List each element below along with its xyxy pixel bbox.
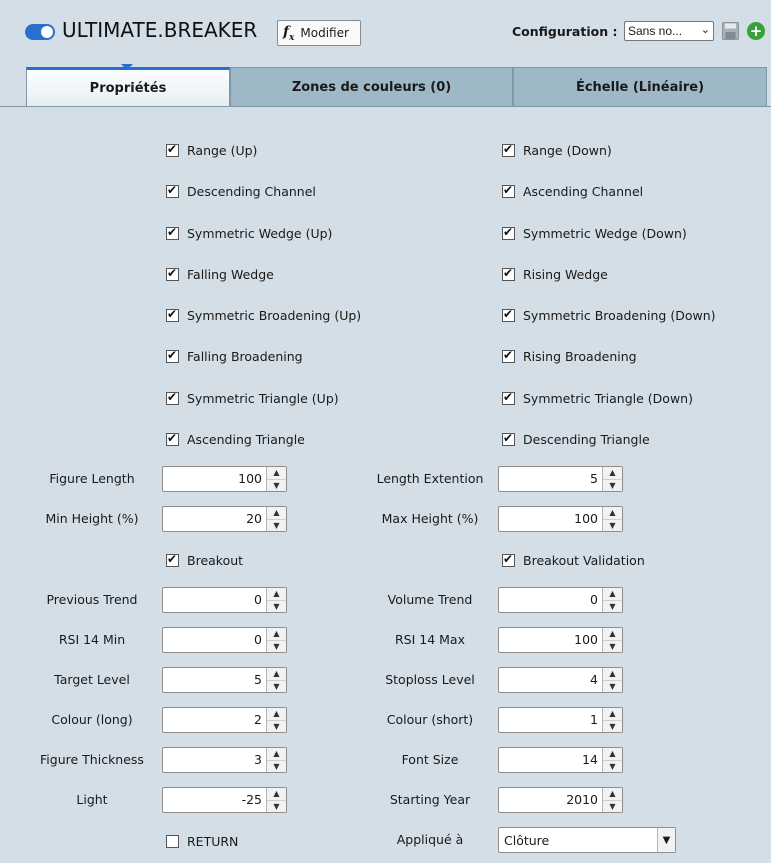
pattern-checkbox[interactable] [502, 432, 650, 447]
checkbox-label: Symmetric Wedge (Up) [187, 226, 333, 241]
spinner-value[interactable]: 5 [590, 471, 598, 486]
chevron-up-icon[interactable]: ▲ [603, 588, 622, 601]
chevron-down-icon[interactable]: ▼ [267, 520, 286, 532]
spinner-value[interactable]: 2010 [566, 792, 598, 807]
number-spinner[interactable] [162, 587, 287, 613]
number-spinner[interactable] [162, 707, 287, 733]
field-label: Min Height (%) [45, 511, 139, 526]
checkbox-label: Rising Wedge [523, 267, 608, 282]
pattern-checkbox[interactable] [502, 226, 687, 241]
checkbox-box[interactable] [166, 268, 179, 281]
enable-toggle[interactable] [25, 24, 55, 40]
field-label: Figure Thickness [40, 752, 144, 767]
checkbox-label: Symmetric Broadening (Down) [523, 308, 716, 323]
chevron-up-icon[interactable]: ▲ [267, 588, 286, 601]
number-spinner[interactable] [162, 627, 287, 653]
chevron-down-icon[interactable]: ▼ [267, 721, 286, 733]
field-label: Colour (short) [386, 712, 474, 727]
applied-to-value: Clôture [504, 832, 550, 848]
field-label: Previous Trend [46, 592, 138, 607]
number-spinner[interactable] [498, 667, 623, 693]
chevron-up-icon[interactable]: ▲ [267, 467, 286, 480]
chevron-down-icon: ⌄ [700, 24, 710, 36]
pattern-checkbox[interactable] [502, 184, 643, 199]
chevron-up-icon[interactable]: ▲ [267, 628, 286, 641]
field-label: Font Size [401, 752, 459, 767]
configuration-select[interactable] [624, 21, 714, 41]
checkbox-label: Symmetric Triangle (Down) [523, 391, 693, 406]
number-spinner[interactable] [162, 506, 287, 532]
number-spinner[interactable] [498, 466, 623, 492]
tab-color-zones[interactable]: Zones de couleurs (0) [230, 67, 513, 107]
checkbox-box[interactable] [166, 554, 179, 567]
chevron-up-icon[interactable]: ▲ [603, 708, 622, 721]
pattern-checkbox[interactable] [166, 432, 305, 447]
checkbox-box[interactable] [502, 554, 515, 567]
spinner-value[interactable]: 3 [254, 752, 262, 767]
chevron-down-icon: ▼ [657, 828, 675, 852]
spinner-value[interactable]: -25 [241, 792, 262, 807]
chevron-up-icon[interactable]: ▲ [603, 668, 622, 681]
number-spinner[interactable] [498, 627, 623, 653]
chevron-down-icon[interactable]: ▼ [267, 801, 286, 813]
chevron-down-icon[interactable]: ▼ [267, 641, 286, 653]
checkbox-label: Symmetric Wedge (Down) [523, 226, 687, 241]
checkbox-box[interactable] [502, 350, 515, 363]
tab-scale[interactable]: Échelle (Linéaire) [513, 67, 767, 107]
save-icon[interactable] [722, 22, 739, 40]
checkbox-box[interactable] [166, 185, 179, 198]
spinner-value[interactable]: 5 [254, 672, 262, 687]
pattern-checkbox[interactable] [166, 349, 303, 364]
chevron-down-icon[interactable]: ▼ [603, 801, 622, 813]
spinner-value[interactable]: 0 [590, 592, 598, 607]
checkbox-box[interactable] [502, 309, 515, 322]
field-label: RSI 14 Min [58, 632, 126, 647]
chevron-up-icon[interactable]: ▲ [603, 788, 622, 801]
configuration-value: Sans no... [628, 24, 683, 38]
number-spinner[interactable] [498, 587, 623, 613]
spinner-value[interactable]: 0 [254, 632, 262, 647]
pattern-checkbox[interactable] [502, 143, 612, 158]
number-spinner[interactable] [498, 747, 623, 773]
field-label: Light [76, 792, 108, 807]
pattern-checkbox[interactable] [166, 267, 274, 282]
number-spinner[interactable] [498, 506, 623, 532]
add-icon[interactable]: + [747, 22, 765, 40]
checkbox-label: Descending Triangle [523, 432, 650, 447]
checkbox-box[interactable] [166, 433, 179, 446]
checkbox-label: Falling Wedge [187, 267, 274, 282]
chevron-down-icon[interactable]: ▼ [603, 681, 622, 693]
field-label: Max Height (%) [381, 511, 479, 526]
field-label: Figure Length [49, 471, 135, 486]
field-label: Volume Trend [387, 592, 473, 607]
checkbox-label: Ascending Triangle [187, 432, 305, 447]
pattern-checkbox[interactable] [166, 143, 257, 158]
applied-to-select[interactable] [498, 827, 676, 853]
chevron-down-icon[interactable]: ▼ [267, 601, 286, 613]
checkbox-label: Breakout Validation [523, 553, 645, 568]
checkbox-box[interactable] [166, 309, 179, 322]
chevron-down-icon[interactable]: ▼ [603, 480, 622, 492]
number-spinner[interactable] [498, 707, 623, 733]
checkbox-box[interactable] [502, 392, 515, 405]
checkbox-label: Range (Down) [523, 143, 612, 158]
checkbox-label: Ascending Channel [523, 184, 644, 199]
spinner-value[interactable]: 0 [254, 592, 262, 607]
checkbox-box[interactable] [502, 227, 515, 240]
chevron-down-icon[interactable]: ▼ [603, 641, 622, 653]
checkbox-label: Symmetric Broadening (Up) [187, 308, 362, 323]
spinner-value[interactable]: 100 [238, 471, 262, 486]
breakout-validation-checkbox[interactable] [502, 553, 645, 568]
checkbox-label: Falling Broadening [187, 349, 303, 364]
pattern-checkbox[interactable] [166, 184, 316, 199]
checkbox-label: Symmetric Triangle (Up) [187, 391, 339, 406]
chevron-down-icon[interactable]: ▼ [267, 681, 286, 693]
field-label: Length Extention [376, 471, 484, 486]
modifier-label: Modifier [300, 26, 349, 40]
chevron-up-icon[interactable]: ▲ [267, 748, 286, 761]
configuration-label: Configuration : [512, 24, 618, 39]
checkbox-label: RETURN [187, 834, 239, 849]
pattern-checkbox[interactable] [502, 308, 716, 323]
breakout-checkbox[interactable] [166, 553, 243, 568]
checkbox-label: Descending Channel [187, 184, 316, 199]
pattern-checkbox[interactable] [502, 349, 637, 364]
chevron-up-icon[interactable]: ▲ [603, 507, 622, 520]
return-checkbox[interactable] [166, 834, 238, 849]
spinner-value[interactable]: 100 [574, 511, 598, 526]
field-label: RSI 14 Max [394, 632, 465, 647]
field-label: Target Level [54, 672, 130, 687]
checkbox-box[interactable] [502, 185, 515, 198]
chevron-down-icon[interactable]: ▼ [603, 761, 622, 773]
checkbox-box[interactable] [502, 144, 515, 157]
pattern-checkbox[interactable] [166, 391, 339, 406]
chevron-up-icon[interactable]: ▲ [603, 748, 622, 761]
checkbox-box[interactable] [502, 268, 515, 281]
pattern-checkbox[interactable] [502, 391, 693, 406]
chevron-up-icon[interactable]: ▲ [603, 628, 622, 641]
chevron-down-icon[interactable]: ▼ [267, 480, 286, 492]
chevron-up-icon[interactable]: ▲ [267, 668, 286, 681]
chevron-down-icon[interactable]: ▼ [267, 761, 286, 773]
number-spinner[interactable] [162, 787, 287, 813]
checkbox-label: Range (Up) [187, 143, 258, 158]
pattern-checkbox[interactable] [502, 267, 608, 282]
spinner-value[interactable]: 1 [590, 712, 598, 727]
field-label: Stoploss Level [385, 672, 475, 687]
checkbox-box[interactable] [166, 227, 179, 240]
function-icon: $f_x$ [283, 23, 295, 43]
checkbox-box[interactable] [166, 392, 179, 405]
spinner-value[interactable]: 100 [574, 632, 598, 647]
applied-to-label: Appliqué à [396, 832, 464, 847]
checkbox-label: Rising Broadening [523, 349, 637, 364]
spinner-value[interactable]: 4 [590, 672, 598, 687]
field-label: Starting Year [389, 792, 471, 807]
chevron-up-icon[interactable]: ▲ [267, 708, 286, 721]
pattern-checkbox[interactable] [166, 226, 332, 241]
spinner-value[interactable]: 2 [254, 712, 262, 727]
chevron-down-icon[interactable]: ▼ [603, 520, 622, 532]
checkbox-box[interactable] [166, 835, 179, 848]
indicator-title: ULTIMATE.BREAKER [62, 18, 258, 42]
chevron-up-icon[interactable]: ▲ [267, 788, 286, 801]
number-spinner[interactable] [162, 747, 287, 773]
chevron-up-icon[interactable]: ▲ [267, 507, 286, 520]
spinner-value[interactable]: 14 [582, 752, 598, 767]
chevron-down-icon[interactable]: ▼ [603, 721, 622, 733]
modifier-button[interactable] [277, 20, 361, 46]
checkbox-box[interactable] [166, 144, 179, 157]
tab-divider [0, 106, 771, 107]
checkbox-box[interactable] [166, 350, 179, 363]
number-spinner[interactable] [162, 466, 287, 492]
field-label: Colour (long) [51, 712, 133, 727]
pattern-checkbox[interactable] [166, 308, 361, 323]
chevron-up-icon[interactable]: ▲ [603, 467, 622, 480]
tab-properties[interactable]: Propriétés [26, 67, 230, 107]
active-tab-indicator [121, 64, 133, 70]
spinner-value[interactable]: 20 [246, 511, 262, 526]
number-spinner[interactable] [162, 667, 287, 693]
checkbox-box[interactable] [502, 433, 515, 446]
chevron-down-icon[interactable]: ▼ [603, 601, 622, 613]
checkbox-label: Breakout [187, 553, 244, 568]
number-spinner[interactable] [498, 787, 623, 813]
